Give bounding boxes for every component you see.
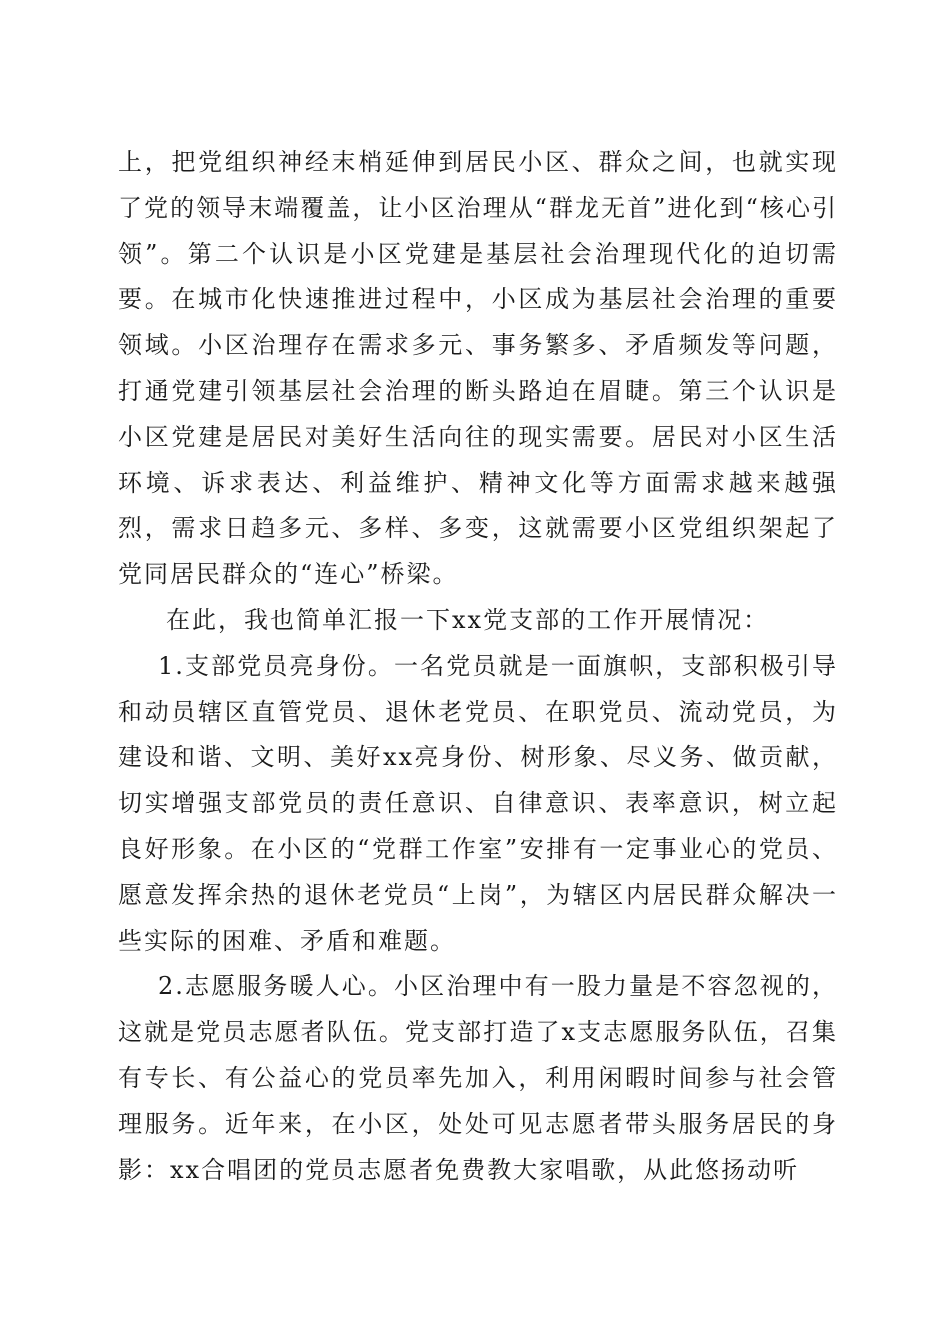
paragraph-intro: 在此，我也简单汇报一下xx党支部的工作开展情况：: [166, 605, 770, 634]
paragraph-continued: 上，把党组织神经末梢延伸到居民小区、群众之间，也就实现了党的领导末端覆盖，让小区治理从“群龙无首”进化到“核心引领”。第二个认识是小区党建是基层社会治理现代化的迫切需要。在城市化快速推进过程中，小区成为基层社会治理的重要领域。小区治理存在需求多元、事务繁多、矛盾频发等问题，打通党建引领基层社会治理的断头路迫在眉睫。第三个认识是小区党建是居民对美好生活向往的现实需要。居民对小区生活环境、诉求表达、利益维护、精神文化等方面需求越来越强烈，需求日趋多元、多样、多变，这就需要小区党组织架起了党同居民群众的“连心”桥梁。: [118, 148, 838, 589]
paragraph-item-1: 1.支部党员亮身份。一名党员就是一面旗帜，支部积极引导和动员辖区直管党员、退休老党员、在职党员、流动党员，为建设和谐、文明、美好xx亮身份、树形象、尽义务、做贡献，切实增强支部党员的责任意识、自律意识、表率意识，树立起良好形象。在小区的“党群工作室”安排有一定事业心的党员、愿意发挥余热的退休老党员“上岗”，为辖区内居民群众解决一些实际的困难、矛盾和难题。: [118, 651, 838, 955]
document-body: [118, 140, 838, 1193]
paragraph-item-2: 2.志愿服务暖人心。小区治理中有一股力量是不容忽视的，这就是党员志愿者队伍。党支部打造了x支志愿服务队伍，召集有专长、有公益心的党员率先加入，利用闲暇时间参与社会管理服务。近年来，在小区，处处可见志愿者带头服务居民的身影：xx合唱团的党员志愿者免费教大家唱歌，从此悠扬动听: [118, 972, 838, 1184]
